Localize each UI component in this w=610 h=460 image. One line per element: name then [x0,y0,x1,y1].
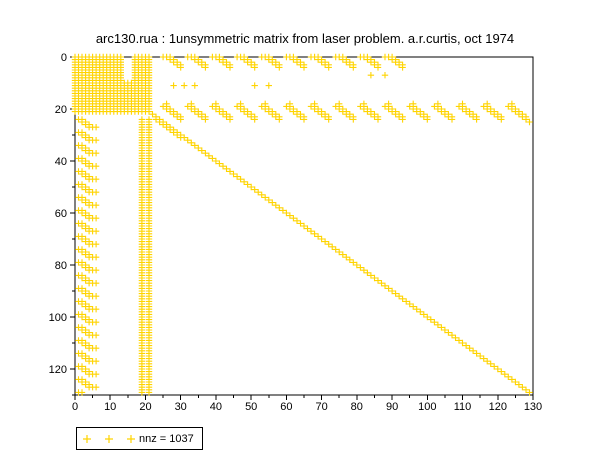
x-tick-label: 100 [418,401,437,413]
y-tick-label: 100 [48,312,67,324]
plus-icon [105,435,113,443]
plus-icon [83,435,91,443]
x-tick-label: 120 [488,401,507,413]
x-tick-label: 20 [139,401,152,413]
x-tick-label: 60 [280,401,293,413]
x-tick-label: 90 [385,401,399,413]
y-tick-label: 80 [54,260,67,272]
y-tick-label: 0 [60,52,67,64]
y-tick-label: 60 [54,208,67,220]
y-tick-label: 40 [54,156,67,168]
plus-icon [127,435,135,443]
x-tick-label: 40 [209,401,223,413]
y-tick-label: 20 [54,104,67,116]
chart-title: arc130.rua : 1unsymmetric matrix from laser problem. a.r.curtis, oct 1974 [95,31,515,46]
x-tick-label: 70 [315,401,328,413]
legend-box [76,427,203,450]
sparsity-markers [72,54,533,396]
x-tick-label: 80 [350,401,363,413]
legend-label: nnz = 1037 [139,432,194,445]
x-tick-label: 10 [104,401,117,413]
y-tick-label: 120 [48,364,67,376]
x-tick-label: 50 [245,401,258,413]
x-tick-label: 0 [71,401,79,413]
x-tick-label: 130 [523,401,543,413]
x-tick-label: 110 [453,401,472,413]
x-tick-label: 30 [174,401,187,413]
legend-plus-icons [79,432,137,446]
